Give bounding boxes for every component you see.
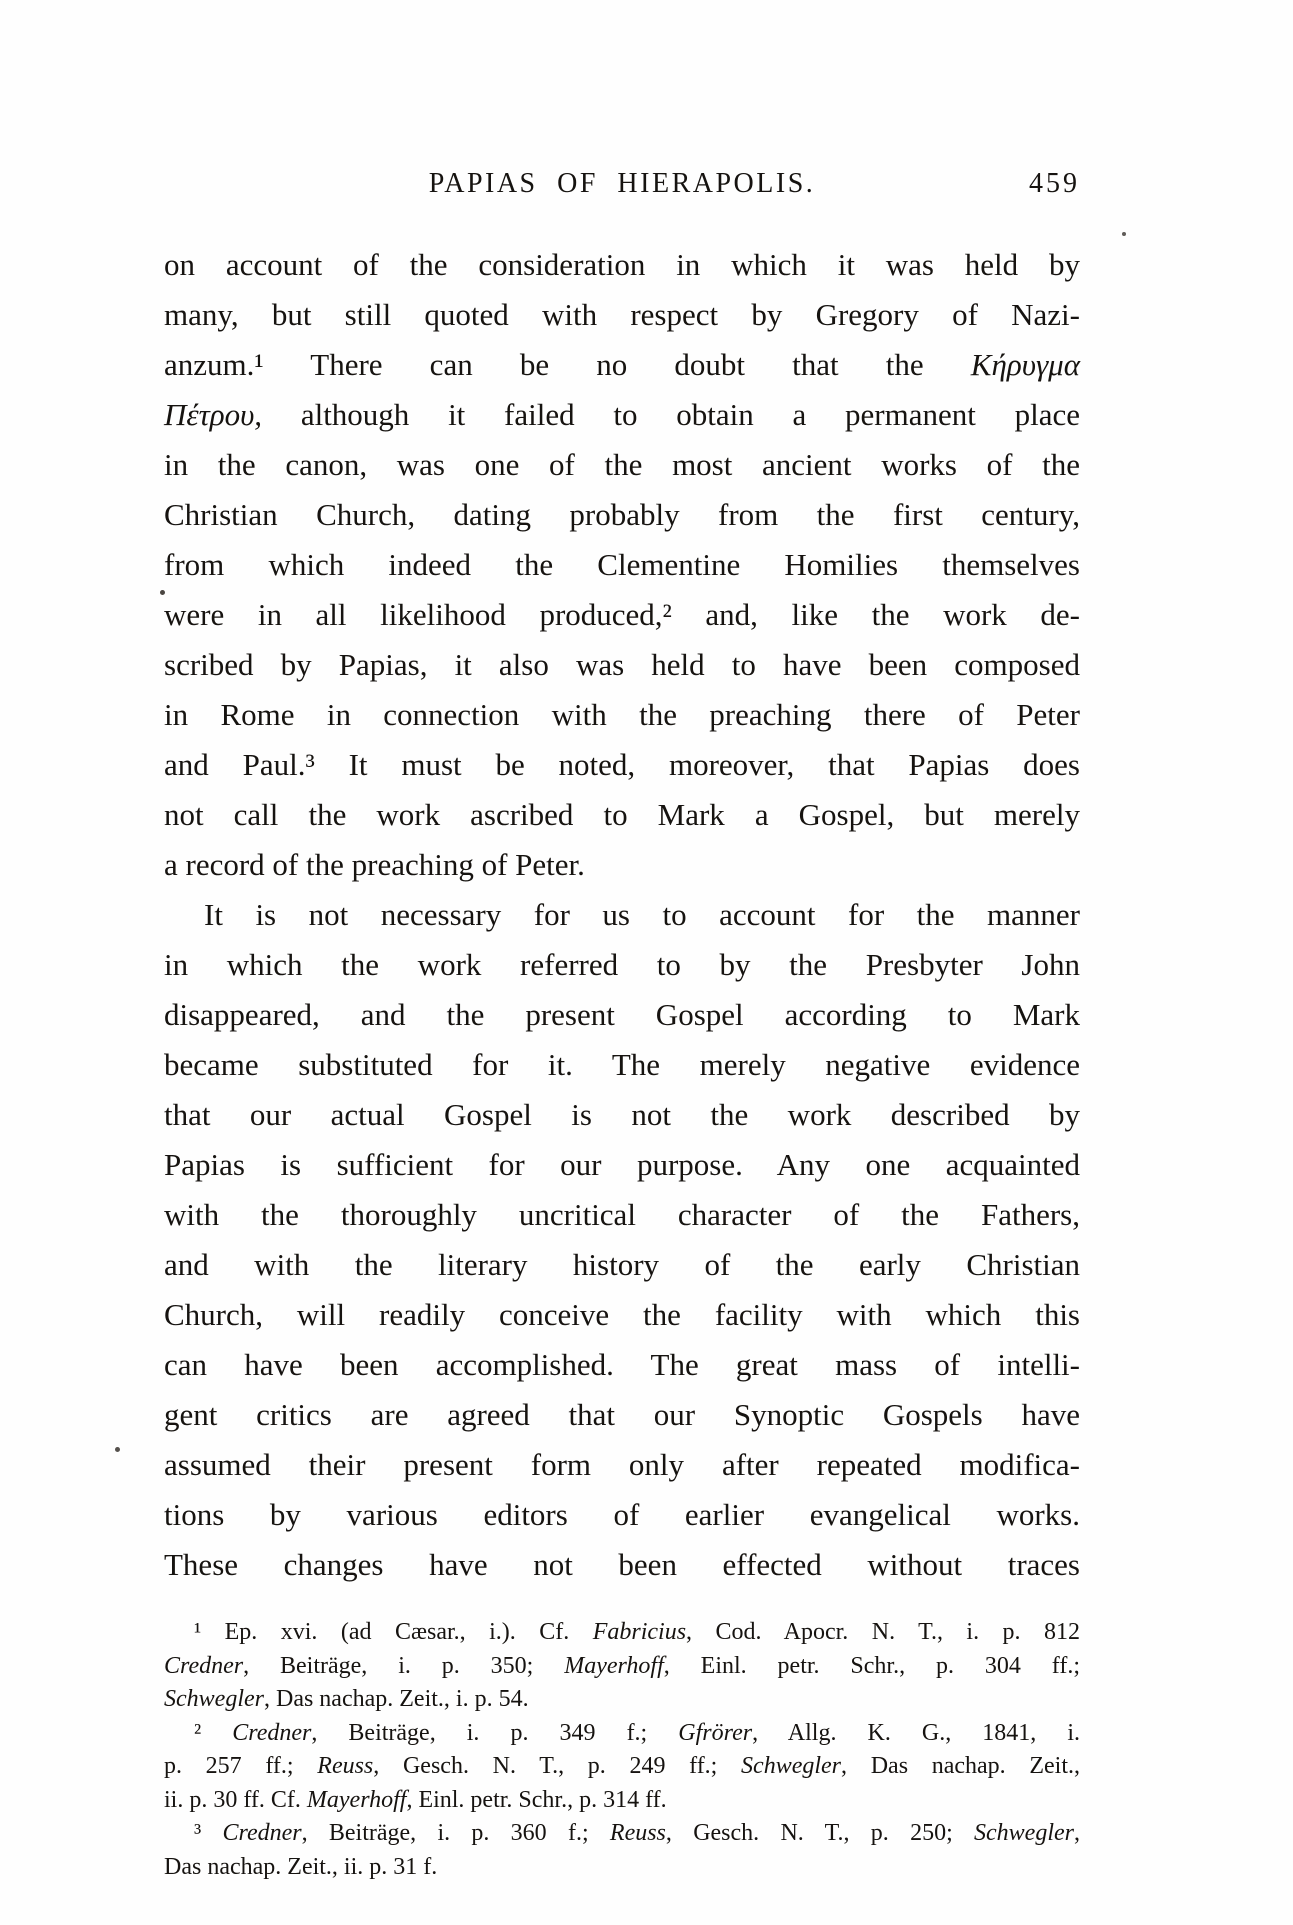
text-segment: assumed their present form only after repeated modifica- bbox=[164, 1447, 1080, 1482]
text-line bbox=[164, 1190, 1080, 1240]
text-segment: tions by various editors of earlier evangelical works. bbox=[164, 1497, 1080, 1532]
text-line bbox=[164, 1683, 1080, 1717]
italic-text: Credner bbox=[222, 1820, 302, 1846]
italic-text: Reuss bbox=[317, 1753, 374, 1779]
text-segment: , Beiträge, i. p. 349 f.; bbox=[311, 1719, 679, 1746]
text-segment: Christian Church, dating probably from the first century, bbox=[164, 497, 1080, 532]
text-segment: , Gesch. N. T., p. 250; bbox=[665, 1820, 975, 1846]
italic-text: Gfrörer bbox=[678, 1719, 753, 1746]
text-line bbox=[164, 790, 1080, 840]
text-line bbox=[164, 390, 1080, 440]
text-segment: from which indeed the Clementine Homilies themselves bbox=[164, 547, 1080, 582]
text-line bbox=[164, 1090, 1080, 1140]
text-line bbox=[164, 490, 1080, 540]
text-segment: , Beiträge, i. p. 350; bbox=[243, 1652, 565, 1679]
text-segment: in which the work referred to by the Presbyter John bbox=[164, 947, 1080, 982]
text-line bbox=[164, 1784, 1080, 1818]
text-segment: can have been accomplished. The great mass of intelli- bbox=[164, 1347, 1080, 1382]
text-line bbox=[164, 690, 1080, 740]
text-segment: became substituted for it. The merely negative evidence bbox=[164, 1047, 1080, 1082]
text-line bbox=[164, 1750, 1080, 1784]
text-line bbox=[164, 290, 1080, 340]
text-segment: , bbox=[1074, 1820, 1080, 1846]
italic-text: Schwegler bbox=[974, 1820, 1074, 1846]
text-segment: ² bbox=[194, 1719, 233, 1746]
text-line bbox=[164, 840, 1080, 890]
page-title: PAPIAS OF HIERAPOLIS. bbox=[428, 168, 816, 199]
text-segment: , Das nachap. Zeit., i. p. 54. bbox=[263, 1686, 529, 1712]
text-segment: , Einl. petr. Schr., p. 304 ff.; bbox=[663, 1652, 1080, 1679]
text-line bbox=[164, 1140, 1080, 1190]
italic-text: Fabricius bbox=[592, 1619, 687, 1645]
footnote bbox=[164, 1717, 1080, 1818]
text-line bbox=[164, 640, 1080, 690]
text-segment: ii. p. 30 ff. Cf. bbox=[164, 1786, 307, 1813]
text-segment: disappeared, and the present Gospel according to Mark bbox=[164, 997, 1080, 1032]
text-line bbox=[164, 1390, 1080, 1440]
footnote bbox=[164, 1616, 1080, 1717]
text-line bbox=[164, 1340, 1080, 1390]
italic-text: Credner bbox=[232, 1719, 312, 1746]
text-segment: and with the literary history of the early Christian bbox=[164, 1247, 1080, 1282]
text-segment: , Cod. Apocr. N. T., i. p. 812 bbox=[686, 1619, 1081, 1645]
text-segment: It is not necessary for us to account for the manner bbox=[204, 897, 1080, 932]
text-segment: ³ bbox=[194, 1820, 223, 1846]
text-line bbox=[164, 740, 1080, 790]
text-line bbox=[164, 890, 1080, 940]
scan-speck bbox=[1122, 232, 1126, 236]
text-line bbox=[164, 540, 1080, 590]
text-segment: in Rome in connection with the preaching there of Peter bbox=[164, 697, 1080, 732]
italic-text: Mayerhoff bbox=[306, 1786, 407, 1813]
running-header bbox=[164, 168, 1080, 208]
italic-text: Schwegler bbox=[164, 1686, 264, 1712]
italic-text: Schwegler bbox=[741, 1753, 842, 1779]
italic-text: Πέτρου, bbox=[164, 397, 263, 432]
text-line bbox=[164, 590, 1080, 640]
footnote bbox=[164, 1817, 1080, 1884]
italic-text: Reuss bbox=[609, 1820, 666, 1846]
text-line bbox=[164, 1240, 1080, 1290]
text-segment: Church, will readily conceive the facility with which this bbox=[164, 1297, 1080, 1332]
text-segment: , Beiträge, i. p. 360 f.; bbox=[301, 1820, 610, 1846]
text-line bbox=[164, 240, 1080, 290]
text-line bbox=[164, 990, 1080, 1040]
text-segment: Das nachap. Zeit., ii. p. 31 f. bbox=[164, 1853, 438, 1880]
text-segment: anzum.¹ There can be no doubt that the bbox=[164, 347, 971, 382]
scan-speck bbox=[160, 590, 165, 595]
italic-text: Credner bbox=[164, 1652, 244, 1679]
text-line bbox=[164, 1650, 1080, 1684]
page-number: 459 bbox=[1029, 168, 1080, 199]
text-line bbox=[164, 1540, 1080, 1590]
italic-text: Mayerhoff bbox=[564, 1652, 664, 1679]
text-segment: ¹ Ep. xvi. (ad Cæsar., i.). Cf. bbox=[194, 1619, 593, 1645]
text-segment: Papias is sufficient for our purpose. Any one acquainted bbox=[164, 1147, 1080, 1182]
text-line bbox=[164, 1440, 1080, 1490]
text-line bbox=[164, 1717, 1080, 1751]
text-line bbox=[164, 1040, 1080, 1090]
text-segment: although it failed to obtain a permanent place bbox=[262, 397, 1080, 432]
text-segment: , Allg. K. G., 1841, i. bbox=[752, 1719, 1080, 1746]
text-line bbox=[164, 1290, 1080, 1340]
text-segment: in the canon, was one of the most ancient works of the bbox=[164, 447, 1080, 482]
text-segment: not call the work ascribed to Mark a Gospel, but merely bbox=[164, 797, 1080, 832]
text-line bbox=[164, 440, 1080, 490]
text-segment: many, but still quoted with respect by Gregory of Nazi- bbox=[164, 297, 1080, 332]
scan-speck bbox=[115, 1447, 120, 1452]
text-segment: were in all likelihood produced,² and, like the work de- bbox=[164, 597, 1080, 632]
text-segment: scribed by Papias, it also was held to have been composed bbox=[164, 647, 1080, 682]
text-segment: p. 257 ff.; bbox=[164, 1753, 318, 1779]
text-line bbox=[164, 1817, 1080, 1851]
footnotes bbox=[164, 1616, 1080, 1884]
text-line bbox=[164, 340, 1080, 390]
text-segment: gent critics are agreed that our Synoptic Gospels have bbox=[164, 1397, 1080, 1432]
text-line bbox=[164, 1616, 1080, 1650]
body-text bbox=[164, 240, 1080, 1590]
text-line bbox=[164, 1851, 1080, 1885]
text-segment: These changes have not been effected without traces bbox=[164, 1547, 1080, 1582]
text-segment: a record of the preaching of Peter. bbox=[164, 847, 585, 882]
text-segment: , Das nachap. Zeit., bbox=[841, 1753, 1081, 1779]
italic-text: Κήρυγμα bbox=[970, 347, 1080, 382]
text-segment: on account of the consideration in which it was held by bbox=[164, 247, 1080, 282]
text-line bbox=[164, 940, 1080, 990]
text-segment: , Gesch. N. T., p. 249 ff.; bbox=[373, 1753, 742, 1779]
text-segment: and Paul.³ It must be noted, moreover, that Papias does bbox=[164, 747, 1080, 782]
text-segment: , Einl. petr. Schr., p. 314 ff. bbox=[406, 1786, 667, 1813]
text-segment: with the thoroughly uncritical character of the Fathers, bbox=[164, 1197, 1080, 1232]
text-segment: that our actual Gospel is not the work described by bbox=[164, 1097, 1080, 1132]
text-line bbox=[164, 1490, 1080, 1540]
